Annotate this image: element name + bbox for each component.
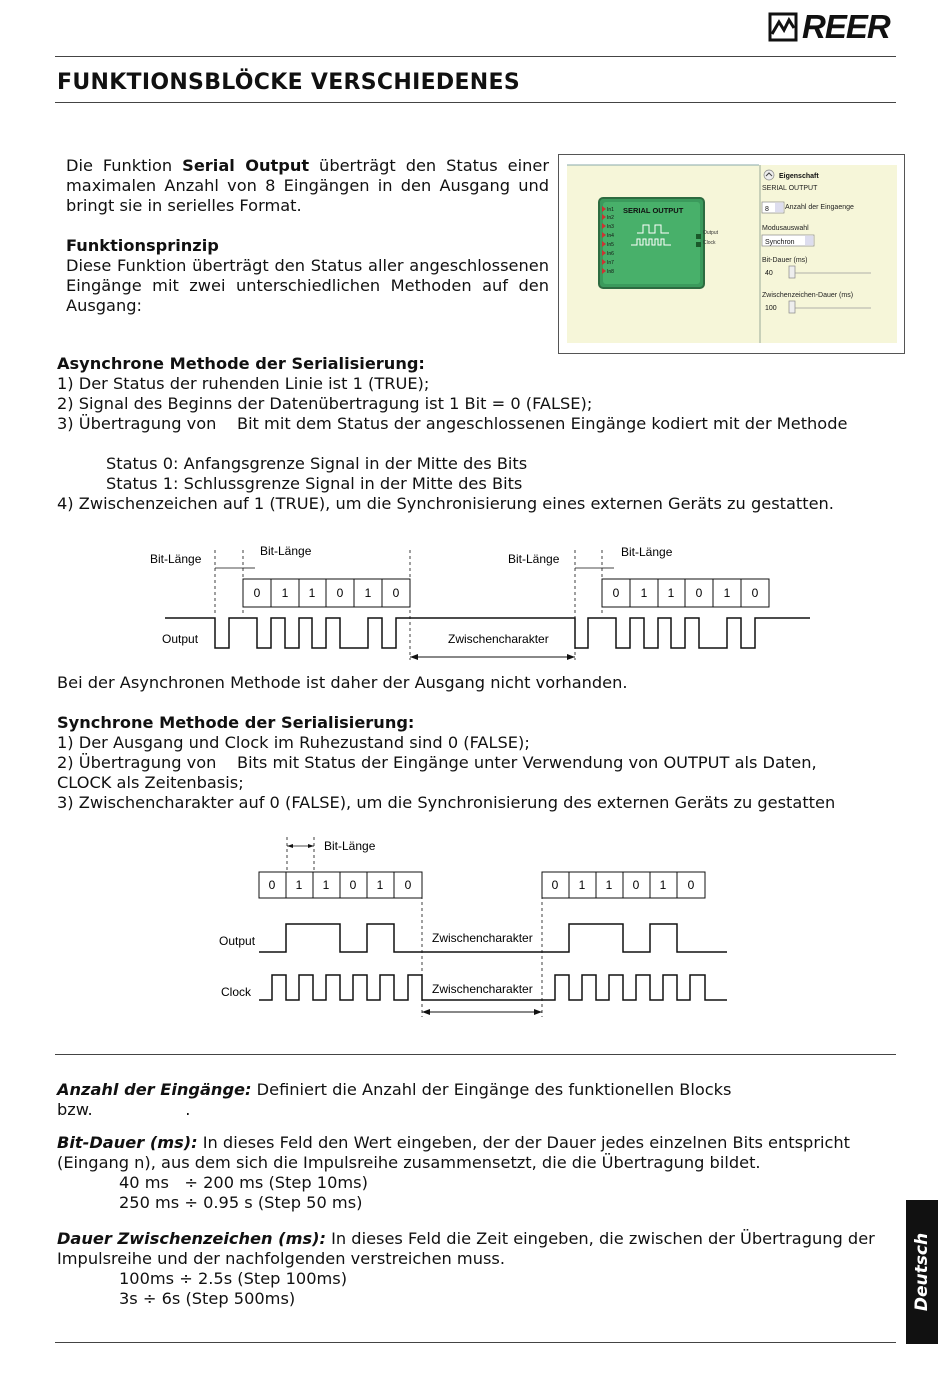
- svg-text:Zwischencharakter: Zwischencharakter: [432, 982, 533, 996]
- svg-text:Bit-Länge: Bit-Länge: [324, 839, 376, 853]
- svg-text:Bit-Länge: Bit-Länge: [508, 552, 560, 566]
- svg-text:Clock: Clock: [703, 240, 716, 246]
- svg-text:8: 8: [765, 206, 769, 213]
- svg-text:0: 0: [751, 586, 759, 600]
- svg-text:1: 1: [322, 878, 330, 892]
- svg-text:Modusauswahl: Modusauswahl: [762, 225, 809, 232]
- svg-text:0: 0: [392, 586, 400, 600]
- page-title: FUNKTIONSBLÖCKE VERSCHIEDENES: [57, 70, 520, 95]
- intro-text: Die Funktion Serial Output überträgt den Status einer maximalen Anzahl von 8 Eingängen in den Ausgang und bringt sie in serielles Format. Funktionsprinzip Diese Funktion überträgt den Status aller angeschlossenen Eingänge mit zwei unterschiedlichen Methoden auf den Ausgang:: [66, 156, 549, 315]
- param-gap-label: Dauer Zwischenzeichen (ms):: [57, 1229, 326, 1248]
- svg-text:1: 1: [605, 878, 613, 892]
- svg-text:0: 0: [632, 878, 640, 892]
- title-rule: [55, 102, 896, 103]
- svg-text:0: 0: [695, 586, 703, 600]
- async-method-section: Asynchrone Methode der Serialisierung: 1) Der Status der ruhenden Linie ist 1 (TRUE); 2) Signal des Beginns der Datenübertragung ist 1 Bit = 0 (FALSE); 3) Übertragung von Bit mit dem Status der angeschlossenen Eingänge kodiert mit der Methode Status 0: Anfangsgrenze Signal in der Mitte des Bits Status 1: Schlussgrenze Signal in der Mitte des Bits 4) Zwischenzeichen auf 1 (TRUE), um die Synchronisierung eines externen Geräts zu gestatten.: [57, 354, 848, 513]
- function-name: Serial Output: [182, 156, 310, 175]
- reer-logo-icon: [768, 12, 798, 42]
- svg-text:1: 1: [578, 878, 586, 892]
- sync-timing-diagram: [215, 832, 735, 1022]
- language-tab: Deutsch: [906, 1200, 938, 1344]
- svg-text:Bit-Dauer (ms): Bit-Dauer (ms): [762, 257, 808, 264]
- svg-text:0: 0: [551, 878, 559, 892]
- svg-text:1: 1: [659, 878, 667, 892]
- svg-text:In7: In7: [607, 260, 614, 266]
- svg-text:1: 1: [640, 586, 648, 600]
- svg-text:In3: In3: [607, 224, 614, 230]
- svg-text:Output: Output: [162, 632, 199, 646]
- svg-text:Zwischenzeichen-Dauer (ms): Zwischenzeichen-Dauer (ms): [762, 292, 854, 299]
- svg-text:0: 0: [349, 878, 357, 892]
- svg-text:Synchron: Synchron: [765, 239, 795, 246]
- svg-text:SERIAL OUTPUT: SERIAL OUTPUT: [762, 185, 818, 192]
- serial-output-screenshot: [558, 154, 905, 354]
- svg-text:Bit-Länge: Bit-Länge: [621, 545, 673, 559]
- svg-text:Anzahl der Eingaenge: Anzahl der Eingaenge: [785, 204, 854, 211]
- svg-text:1: 1: [281, 586, 289, 600]
- svg-text:In4: In4: [607, 233, 614, 239]
- brand-name: REER: [802, 8, 890, 45]
- svg-text:0: 0: [336, 586, 344, 600]
- svg-text:1: 1: [295, 878, 303, 892]
- async-timing-diagram: [140, 540, 820, 670]
- reer-logo: [768, 8, 894, 46]
- svg-text:Zwischencharakter: Zwischencharakter: [432, 931, 533, 945]
- block-title: SERIAL OUTPUT: [623, 206, 684, 215]
- param-bit-label: Bit-Dauer (ms):: [57, 1133, 198, 1152]
- footer-rule: [55, 1342, 896, 1343]
- svg-text:Output: Output: [219, 934, 256, 948]
- svg-text:Output: Output: [703, 230, 719, 236]
- svg-text:Zwischencharakter: Zwischencharakter: [448, 632, 549, 646]
- sync-method-section: Synchrone Methode der Serialisierung: 1) Der Ausgang und Clock im Ruhezustand sind 0 (FALSE); 2) Übertragung von Bits mit Status der Eingänge unter Verwendung von OUTPUT als Daten, CLOCK als Zeitenbasis; 3) Zwischencharakter auf 0 (FALSE), um die Synchronisierung des externen Geräts zu gestatten: [57, 713, 836, 812]
- svg-text:In2: In2: [607, 215, 614, 221]
- panel-title: Eigenschaft: [779, 173, 819, 180]
- svg-text:Bit-Länge: Bit-Länge: [260, 544, 312, 558]
- svg-text:Bit-Länge: Bit-Länge: [150, 552, 202, 566]
- bit-slider: [789, 266, 795, 278]
- svg-text:100: 100: [765, 305, 777, 312]
- async-note: Bei der Asynchronen Methode ist daher der Ausgang nicht vorhanden.: [57, 673, 628, 692]
- svg-text:In8: In8: [607, 269, 614, 275]
- param-inputs-label: Anzahl der Eingänge:: [57, 1080, 252, 1099]
- async-heading: Asynchrone Methode der Serialisierung:: [57, 354, 425, 373]
- svg-text:0: 0: [687, 878, 695, 892]
- svg-text:0: 0: [612, 586, 620, 600]
- parameters-section: Anzahl der Eingänge: Definiert die Anzahl der Eingänge des funktionellen Blocks bzw. . Bit-Dauer (ms): In dieses Feld den Wert eingeben, der der Dauer jedes einzelnen Bits entspricht (Eingang n), aus dem sich die Impulsreihe zusammensetzt, die die Übertragung bildet. 40 ms ÷ 200 ms (Step 10ms) 250 ms ÷ 0.95 s (Step 50 ms) Dauer Zwischenzeichen (ms): In dieses Feld die Zeit eingeben, die zwischen der Übertragung der Impulsreihe und der nachfolgenden verstreichen muss. 100ms ÷ 2.5s (Step 100ms) 3s ÷ 6s (Step 500ms): [57, 1080, 875, 1308]
- svg-text:0: 0: [268, 878, 276, 892]
- svg-text:0: 0: [253, 586, 261, 600]
- svg-text:1: 1: [723, 586, 731, 600]
- svg-text:1: 1: [667, 586, 675, 600]
- svg-text:In5: In5: [607, 242, 614, 248]
- section-rule: [55, 1054, 896, 1055]
- svg-text:1: 1: [376, 878, 384, 892]
- svg-text:40: 40: [765, 270, 773, 277]
- svg-text:1: 1: [364, 586, 372, 600]
- svg-text:0: 0: [404, 878, 412, 892]
- header-rule: [55, 56, 896, 57]
- gap-slider: [789, 301, 795, 313]
- sync-heading: Synchrone Methode der Serialisierung:: [57, 713, 415, 732]
- principle-heading: Funktionsprinzip: [66, 236, 219, 255]
- svg-text:In6: In6: [607, 251, 614, 257]
- svg-text:1: 1: [308, 586, 316, 600]
- svg-text:In1: In1: [607, 207, 614, 213]
- svg-text:Clock: Clock: [221, 985, 252, 999]
